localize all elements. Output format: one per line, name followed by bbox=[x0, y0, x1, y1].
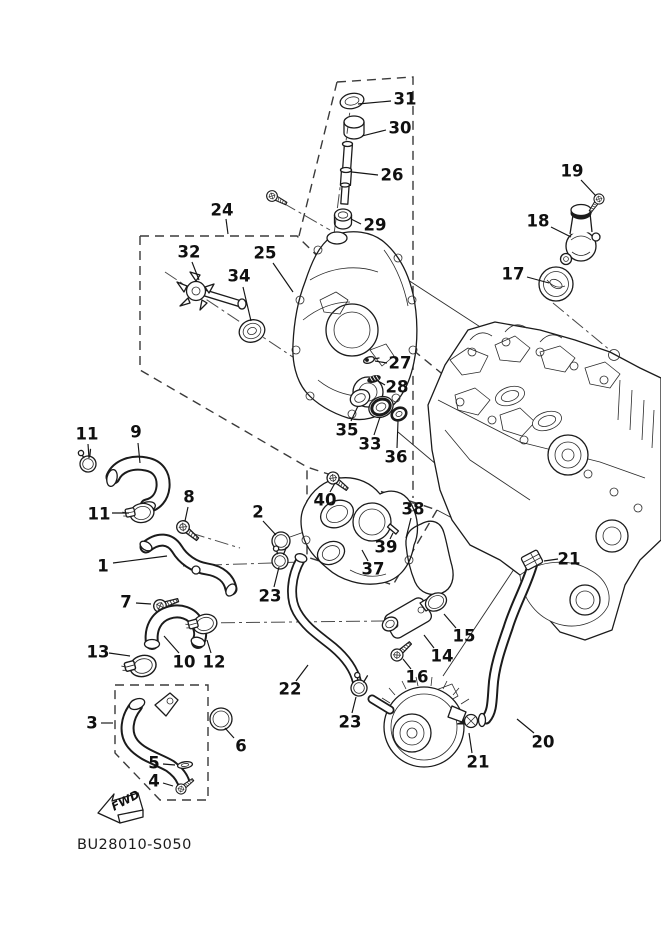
callout-leader-12 bbox=[207, 640, 211, 653]
bolt-16 bbox=[389, 638, 415, 663]
callout-number-34: 34 bbox=[227, 266, 251, 286]
callout-number-2: 2 bbox=[252, 502, 264, 522]
callout-32 bbox=[178, 243, 201, 281]
callout-leader-10 bbox=[164, 636, 179, 653]
callout-number-4: 4 bbox=[148, 771, 160, 791]
callout-15 bbox=[444, 614, 475, 646]
callout-14 bbox=[424, 635, 453, 666]
callout-number-10: 10 bbox=[172, 652, 196, 672]
callout-number-25: 25 bbox=[253, 243, 277, 263]
callout-3 bbox=[86, 714, 113, 733]
callout-number-30: 30 bbox=[388, 118, 412, 138]
callout-leader-23 bbox=[352, 697, 356, 713]
callout-number-40: 40 bbox=[313, 490, 337, 510]
fwd-arrow bbox=[98, 787, 143, 823]
callout-30 bbox=[362, 119, 411, 138]
callout-number-19: 19 bbox=[560, 161, 584, 181]
callout-number-29: 29 bbox=[363, 215, 387, 235]
clamp-11b bbox=[121, 501, 155, 526]
callout-2 bbox=[252, 503, 276, 536]
bolt-8 bbox=[174, 518, 201, 544]
callout-number-11: 11 bbox=[87, 504, 111, 524]
callout-number-12: 12 bbox=[202, 652, 226, 672]
callout-number-35: 35 bbox=[335, 420, 359, 440]
callout-leader-1 bbox=[113, 556, 167, 563]
callout-leader-36 bbox=[397, 421, 398, 448]
callout-leader-4 bbox=[163, 783, 173, 786]
callout-number-17: 17 bbox=[501, 264, 525, 284]
callout-12 bbox=[203, 640, 226, 672]
callout-leader-26 bbox=[352, 172, 378, 175]
callout-leader-13 bbox=[109, 653, 130, 656]
callout-4 bbox=[148, 772, 173, 791]
callout-number-20: 20 bbox=[531, 732, 555, 752]
callout-leader-29 bbox=[351, 219, 361, 224]
callout-number-18: 18 bbox=[526, 211, 550, 231]
callout-number-23: 23 bbox=[338, 712, 362, 732]
callout-number-26: 26 bbox=[380, 165, 404, 185]
callout-leader-24 bbox=[226, 219, 228, 234]
callout-7 bbox=[120, 593, 151, 612]
callout-leader-19 bbox=[581, 180, 596, 196]
callout-leader-23 bbox=[274, 567, 279, 587]
callout-number-13: 13 bbox=[86, 642, 110, 662]
cover-bolt-unlabeled bbox=[265, 189, 289, 209]
callout-number-27: 27 bbox=[388, 353, 412, 373]
callout-number-5: 5 bbox=[148, 753, 160, 773]
callout-leader-6 bbox=[225, 728, 234, 738]
callout-23 bbox=[259, 567, 282, 606]
fwd-label: FWD bbox=[108, 787, 142, 814]
callout-number-7: 7 bbox=[120, 592, 132, 612]
callout-18 bbox=[527, 212, 571, 238]
callout-number-3: 3 bbox=[86, 713, 98, 733]
callout-22 bbox=[279, 665, 308, 699]
callout-number-39: 39 bbox=[374, 537, 398, 557]
callout-20 bbox=[517, 719, 554, 752]
clamp-13 bbox=[120, 652, 158, 681]
callout-number-16: 16 bbox=[405, 667, 429, 687]
clamp-11a bbox=[78, 448, 98, 473]
callout-number-28: 28 bbox=[385, 377, 409, 397]
callout-11 bbox=[88, 505, 129, 524]
oil-seal-34 bbox=[236, 316, 268, 346]
callout-leader-30 bbox=[362, 130, 386, 136]
callout-number-32: 32 bbox=[177, 242, 201, 262]
callout-leader-33 bbox=[374, 417, 380, 435]
callout-leader-7 bbox=[136, 603, 151, 604]
callout-8 bbox=[183, 488, 194, 522]
callout-24 bbox=[211, 201, 234, 235]
callout-number-22: 22 bbox=[278, 679, 302, 699]
callout-13 bbox=[87, 643, 130, 662]
callout-leader-20 bbox=[517, 719, 534, 733]
hose-20 bbox=[479, 563, 534, 727]
callout-34 bbox=[228, 267, 251, 322]
callout-number-37: 37 bbox=[361, 559, 385, 579]
callout-leader-25 bbox=[273, 263, 293, 292]
o-ring-6 bbox=[210, 708, 232, 730]
callout-31 bbox=[358, 90, 416, 109]
callout-19 bbox=[561, 162, 596, 197]
washer-5 bbox=[177, 761, 193, 769]
callout-leader-2 bbox=[263, 521, 276, 535]
callout-leader-21 bbox=[469, 733, 472, 753]
callout-number-21: 21 bbox=[557, 549, 581, 569]
engine-block-illustration bbox=[428, 322, 661, 717]
callout-16 bbox=[403, 659, 428, 687]
callout-number-6: 6 bbox=[235, 736, 247, 756]
part-code: BU28010-S050 bbox=[77, 837, 192, 853]
callout-number-31: 31 bbox=[393, 89, 417, 109]
callout-36 bbox=[385, 421, 408, 467]
callout-number-33: 33 bbox=[358, 434, 382, 454]
callout-6 bbox=[225, 728, 247, 756]
callout-number-21: 21 bbox=[466, 752, 490, 772]
callout-number-9: 9 bbox=[130, 422, 142, 442]
callout-number-14: 14 bbox=[430, 646, 454, 666]
callout-33 bbox=[359, 417, 382, 454]
callout-25 bbox=[254, 244, 293, 293]
callout-number-8: 8 bbox=[183, 487, 195, 507]
callout-26 bbox=[352, 166, 403, 185]
callout-23 bbox=[339, 697, 362, 732]
water-pipe-1 bbox=[138, 539, 238, 598]
callout-number-36: 36 bbox=[384, 447, 408, 467]
callout-39 bbox=[375, 533, 398, 557]
callout-leader-8 bbox=[185, 507, 188, 521]
callout-1 bbox=[97, 556, 167, 576]
callout-leader-18 bbox=[551, 227, 571, 237]
callout-number-15: 15 bbox=[452, 626, 476, 646]
cap-17 bbox=[539, 267, 573, 301]
callout-number-23: 23 bbox=[258, 586, 282, 606]
callout-number-1: 1 bbox=[97, 556, 109, 576]
callout-number-38: 38 bbox=[401, 499, 425, 519]
callout-number-11: 11 bbox=[75, 424, 99, 444]
callout-21 bbox=[467, 733, 490, 772]
callout-number-24: 24 bbox=[210, 200, 234, 220]
dipstick-shaft-26 bbox=[335, 91, 366, 229]
